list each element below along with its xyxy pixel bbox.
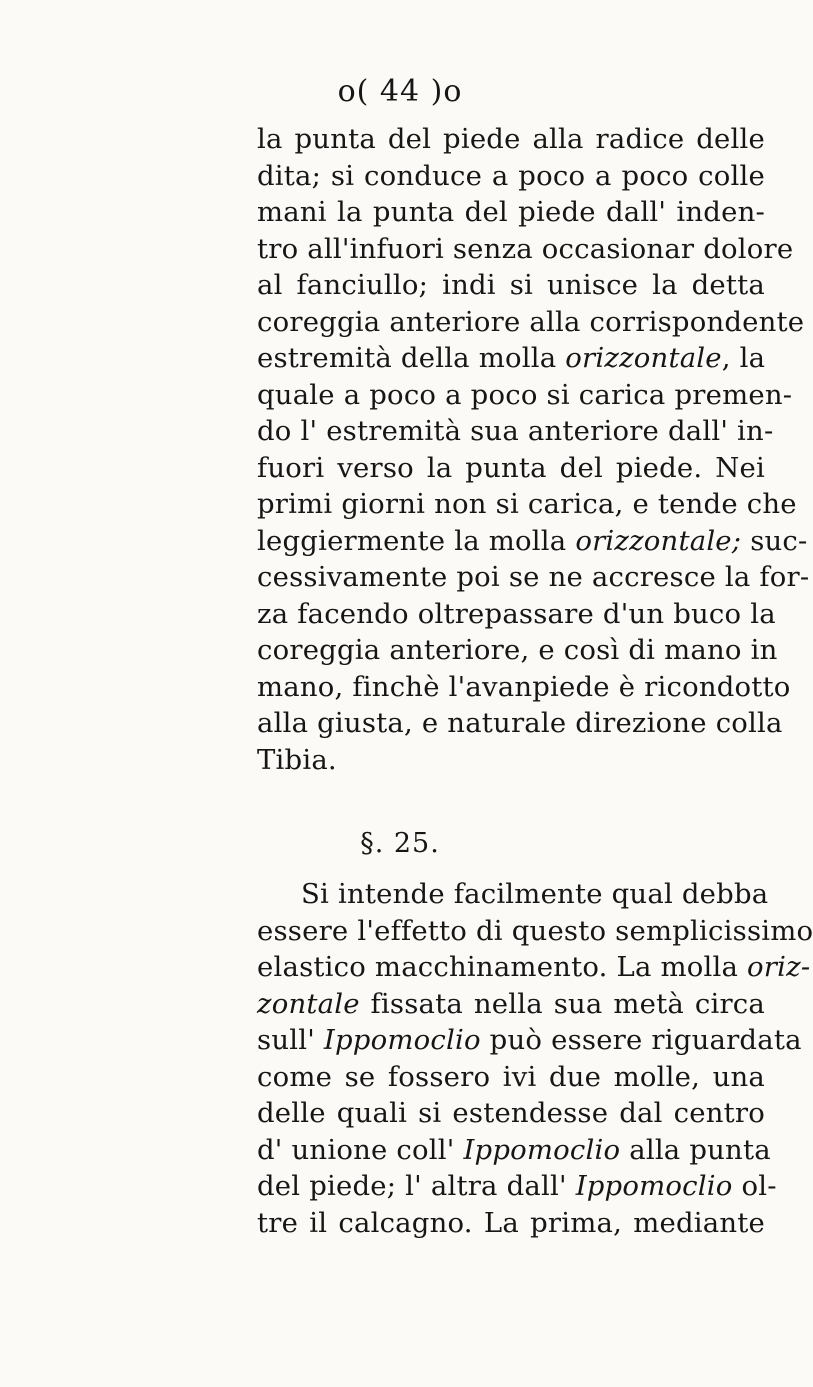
text-line-mixed <box>257 1132 771 1169</box>
italic-term: orizzontale; <box>575 524 742 557</box>
text-line: primi giorni non si carica, e tende che <box>257 488 797 520</box>
text-line: tre il calcagno. La prima, mediante <box>257 1206 765 1239</box>
paragraph-2 <box>257 876 813 1241</box>
italic-term: zontale <box>257 987 360 1020</box>
text-line-mixed <box>257 949 811 986</box>
text-line-mixed <box>257 340 765 377</box>
text-line: Tibia. <box>257 743 337 776</box>
text-line: dita; si conduce a poco a poco colle <box>257 159 765 192</box>
text-line: quale a poco a poco si carica premen- <box>257 378 793 411</box>
italic-term: Ippomoclio <box>323 1024 481 1056</box>
text-line-mixed <box>257 523 808 560</box>
text-run: leggiermente la molla <box>257 524 576 557</box>
italic-term: Ippomoclio <box>463 1133 621 1166</box>
text-run: suc- <box>741 524 808 557</box>
text-line: mani la punta del piede dall' inden- <box>257 196 765 228</box>
page-header: o( 44 )o <box>337 74 463 109</box>
text-run: fissata nella sua metà circa <box>359 987 765 1020</box>
text-run: elastico macchinamento. La molla <box>257 951 748 983</box>
text-run: sull' <box>257 1024 324 1056</box>
text-line-mixed <box>257 1022 802 1059</box>
text-run: può essere riguardata <box>480 1024 802 1056</box>
italic-term: orizzontale <box>565 342 722 374</box>
text-line-mixed <box>257 986 765 1023</box>
text-line: come se fossero ivi due molle, una <box>257 1060 765 1093</box>
text-line: alla giusta, e naturale direzione colla <box>257 707 783 739</box>
text-line: tro all'infuori senza occasionar dolore <box>257 232 794 265</box>
text-line-mixed <box>257 1168 777 1205</box>
text-run: estremità della molla <box>257 342 566 374</box>
text-line: fuori verso la punta del piede. Nei <box>257 451 765 484</box>
paragraph-1 <box>257 121 810 778</box>
text-line: la punta del piede alla radice delle <box>257 123 765 155</box>
text-line: cessivamente poi se ne accresce la for- <box>257 561 810 593</box>
italic-term: oriz- <box>747 951 811 983</box>
text-run: ol- <box>732 1170 777 1202</box>
text-line: za facendo oltrepassare d'un buco la <box>257 597 776 630</box>
text-run: , la <box>721 342 766 374</box>
text-run: del piede; l' altra dall' <box>257 1170 576 1202</box>
text-line: coreggia anteriore, e così di mano in <box>257 634 778 666</box>
text-line: essere l'effetto di questo semplicissimo <box>257 914 813 947</box>
text-line: do l' estremità sua anteriore dall' in- <box>257 415 774 447</box>
text-line: al fanciullo; indi si unisce la detta <box>257 269 765 301</box>
text-run: alla punta <box>620 1133 771 1166</box>
text-line: coreggia anteriore alla corrispondente <box>257 305 805 338</box>
text-run: d' unione coll' <box>257 1133 464 1166</box>
text-line: delle quali si estendesse dal centro <box>257 1097 765 1129</box>
text-line: mano, finchè l'avanpiede è ricondotto <box>257 670 791 703</box>
text-line: Si intende facilmente qual debba <box>301 878 769 910</box>
section-heading: §. 25. <box>360 828 440 859</box>
italic-term: Ippomoclio <box>575 1170 733 1202</box>
